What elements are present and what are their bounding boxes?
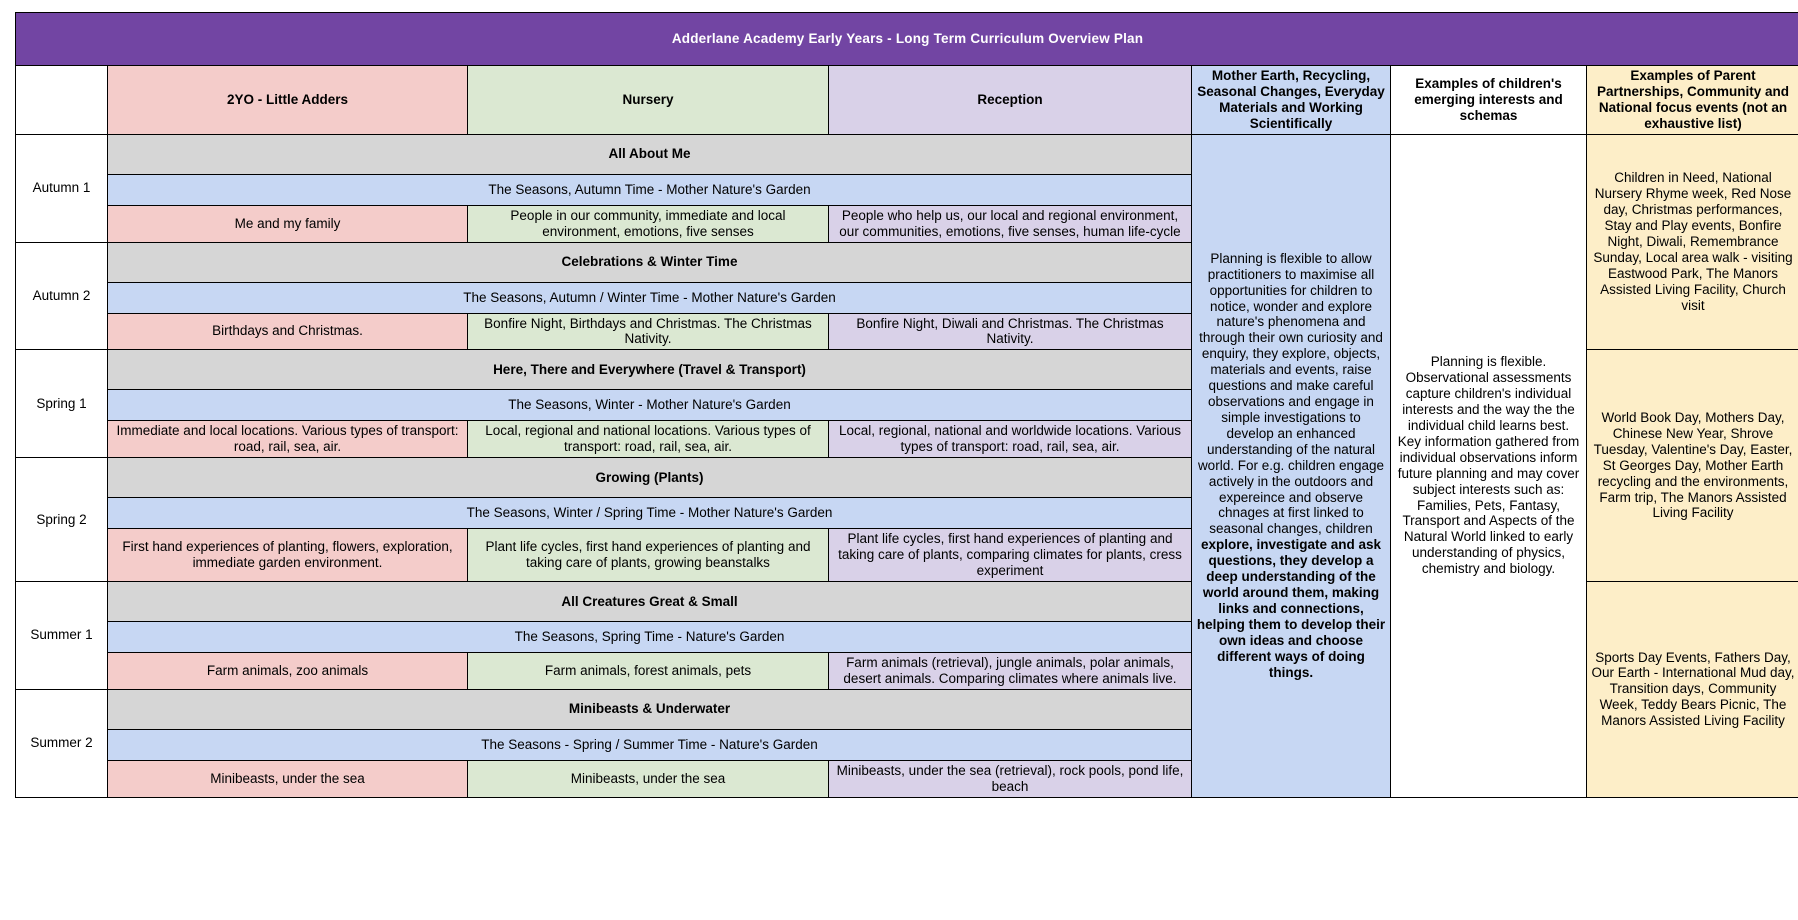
topic-autumn1: All About Me xyxy=(108,134,1192,174)
term-label-spring2: Spring 2 xyxy=(16,458,108,582)
cell-nursery-summer2: Minibeasts, under the sea xyxy=(468,760,829,797)
cell-2yo-autumn2: Birthdays and Christmas. xyxy=(108,313,468,350)
header-science: Mother Earth, Recycling, Seasonal Changes, Everyday Materials and Working Scientifically xyxy=(1192,66,1391,135)
seasons-spring1: The Seasons, Winter - Mother Nature's Garden xyxy=(108,390,1192,421)
cell-nursery-spring2: Plant life cycles, first hand experiences of planting and taking care of plants, growing beanstalks xyxy=(468,529,829,582)
cell-2yo-summer1: Farm animals, zoo animals xyxy=(108,652,468,689)
seasons-autumn2: The Seasons, Autumn / Winter Time - Mother Nature's Garden xyxy=(108,282,1192,313)
header-row xyxy=(16,66,1798,135)
cell-2yo-summer2: Minibeasts, under the sea xyxy=(108,760,468,797)
header-parent-partnerships: Examples of Parent Partnerships, Community and National focus events (not an exhaustive list) xyxy=(1587,66,1798,135)
science-text-bold: explore, investigate and ask questions, they develop a deep understanding of the world around them, making links and connections, helping them to develop their own ideas and choose different ways of doing things. xyxy=(1197,537,1385,679)
cell-nursery-summer1: Farm animals, forest animals, pets xyxy=(468,652,829,689)
header-blank-corner xyxy=(16,66,108,135)
topic-summer1: All Creatures Great & Small xyxy=(108,581,1192,621)
cell-reception-autumn2: Bonfire Night, Diwali and Christmas. The Christmas Nativity. xyxy=(829,313,1192,350)
parent-panel-spring: World Book Day, Mothers Day, Chinese New Year, Shrove Tuesday, Valentine's Day, Easter, St Georges Day, Mother Earth recycling and the environments, Farm trip, The Manors Assisted Living Facility xyxy=(1587,350,1798,582)
parent-panel-summer: Sports Day Events, Fathers Day, Our Earth - International Mud day, Transition days, Community Week, Teddy Bears Picnic, The Manors Assisted Living Facility xyxy=(1587,581,1798,797)
cell-2yo-spring2: First hand experiences of planting, flowers, exploration, immediate garden environment. xyxy=(108,529,468,582)
header-reception: Reception xyxy=(829,66,1192,135)
banner-row xyxy=(16,13,1798,66)
term-label-spring1: Spring 1 xyxy=(16,350,108,458)
schemas-panel: Planning is flexible. Observational assessments capture children's individual interests and the way the the individual child learns best. Key information gathered from individual observations inform future planning and may cover subject interests such as: Families, Pets, Fantasy, Transport and Aspects of the Natural World linked to early understanding of physics, chemistry and biology. xyxy=(1391,134,1587,797)
cell-2yo-autumn1: Me and my family xyxy=(108,205,468,242)
term-label-autumn2: Autumn 2 xyxy=(16,242,108,350)
cell-reception-spring1: Local, regional, national and worldwide locations. Various types of transport: road, rail, sea, air. xyxy=(829,421,1192,458)
cell-nursery-spring1: Local, regional and national locations. Various types of transport: road, rail, sea, air. xyxy=(468,421,829,458)
header-nursery: Nursery xyxy=(468,66,829,135)
science-panel xyxy=(1192,134,1391,797)
header-schemas: Examples of children's emerging interests and schemas xyxy=(1391,66,1587,135)
curriculum-overview-sheet xyxy=(0,12,1798,920)
cell-reception-autumn1: People who help us, our local and regional environment, our communities, emotions, five senses, human life-cycle xyxy=(829,205,1192,242)
cell-reception-summer2: Minibeasts, under the sea (retrieval), rock pools, pond life, beach xyxy=(829,760,1192,797)
topic-summer2: Minibeasts & Underwater xyxy=(108,689,1192,729)
cell-reception-summer1: Farm animals (retrieval), jungle animals, polar animals, desert animals. Comparing climates where animals live. xyxy=(829,652,1192,689)
topic-spring2: Growing (Plants) xyxy=(108,458,1192,498)
science-text-regular: Planning is flexible to allow practitioners to maximise all opportunities for children to notice, wonder and explore nature's phenomena and through their own curiosity and enquiry, they explore, objects, materials and events, raise questions and make careful observations and engage in simple investigations to develop an enhanced understanding of the natural world. For e.g. children engage actively in the outdoors and expereince and observe chnages at first linked to seasonal changes, children xyxy=(1198,251,1384,537)
term-label-summer1: Summer 1 xyxy=(16,581,108,689)
cell-nursery-autumn1: People in our community, immediate and local environment, emotions, five senses xyxy=(468,205,829,242)
seasons-summer2: The Seasons - Spring / Summer Time - Nature's Garden xyxy=(108,729,1192,760)
term-row-autumn1-topic xyxy=(16,134,1798,174)
page-title: Adderlane Academy Early Years - Long Term Curriculum Overview Plan xyxy=(16,13,1798,66)
topic-autumn2: Celebrations & Winter Time xyxy=(108,242,1192,282)
topic-spring1: Here, There and Everywhere (Travel & Transport) xyxy=(108,350,1192,390)
seasons-spring2: The Seasons, Winter / Spring Time - Mother Nature's Garden xyxy=(108,498,1192,529)
term-label-summer2: Summer 2 xyxy=(16,689,108,797)
cell-reception-spring2: Plant life cycles, first hand experiences of planting and taking care of plants, comparing climates for plants, cress experiment xyxy=(829,529,1192,582)
cell-2yo-spring1: Immediate and local locations. Various types of transport: road, rail, sea, air. xyxy=(108,421,468,458)
cell-nursery-autumn2: Bonfire Night, Birthdays and Christmas. The Christmas Nativity. xyxy=(468,313,829,350)
curriculum-table xyxy=(15,12,1798,798)
term-label-autumn1: Autumn 1 xyxy=(16,134,108,242)
parent-panel-autumn: Children in Need, National Nursery Rhyme week, Red Nose day, Christmas performances, Stay and Play events, Bonfire Night, Diwali, Remembrance Sunday, Local area walk - visiting Eastwood Park, The Manors Assisted Living Facility, Church visit xyxy=(1587,134,1798,350)
seasons-autumn1: The Seasons, Autumn Time - Mother Nature's Garden xyxy=(108,174,1192,205)
seasons-summer1: The Seasons, Spring Time - Nature's Garden xyxy=(108,621,1192,652)
header-2yo: 2YO - Little Adders xyxy=(108,66,468,135)
